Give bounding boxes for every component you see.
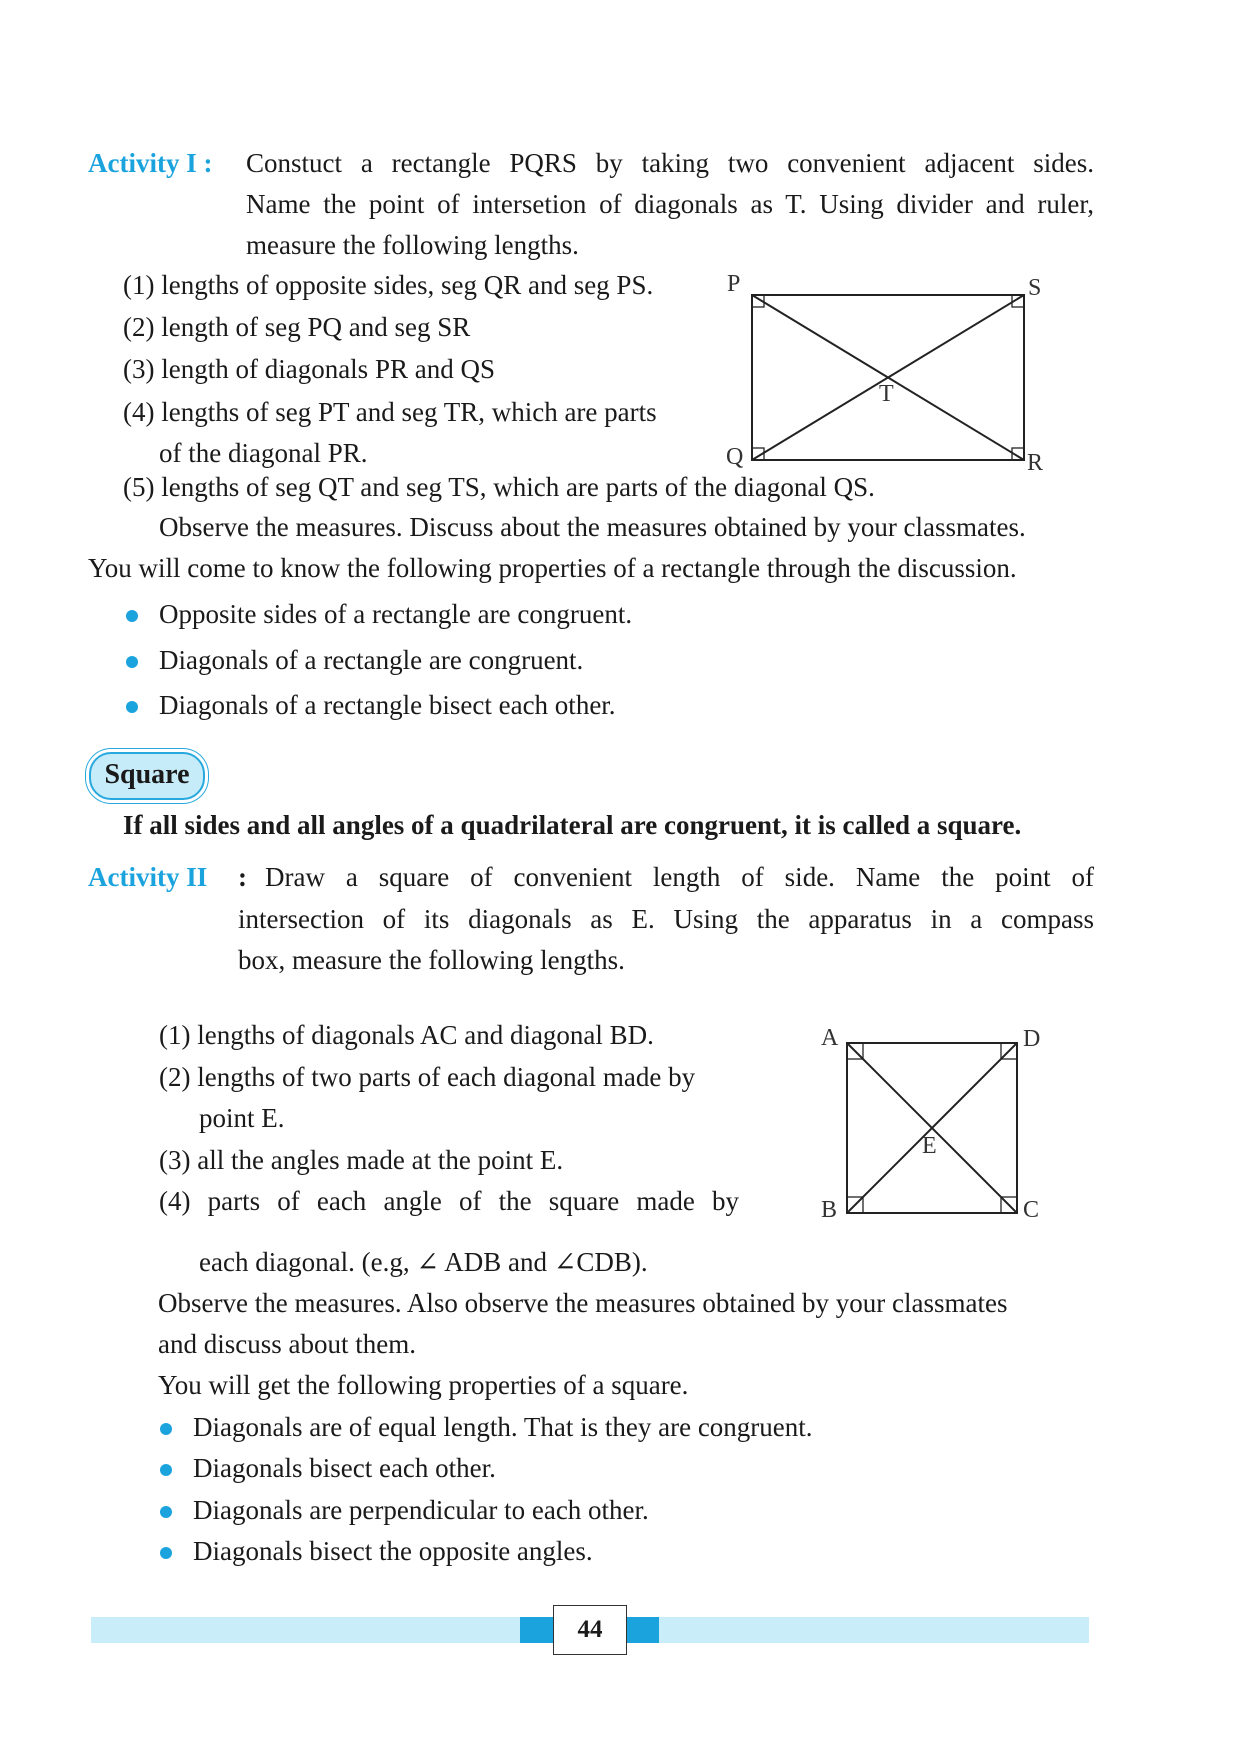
rectangle-property-2: Diagonals of a rectangle are congruent. xyxy=(159,645,584,675)
rectangle-pqrs-figure xyxy=(725,270,1065,480)
activity-2-observe-line-3: You will get the following properties of a square. xyxy=(158,1370,689,1400)
bullet-icon xyxy=(126,701,138,713)
activity-1-item-4: (4) lengths of seg PT and seg TR, which are parts xyxy=(123,397,657,427)
activity-1-item-1: (1) lengths of opposite sides, seg QR and seg PS. xyxy=(123,270,654,300)
square-definition: If all sides and all angles of a quadrilateral are congruent, it is called a square. xyxy=(123,810,1022,840)
square-property-1: Diagonals are of equal length. That is they are congruent. xyxy=(193,1412,813,1442)
activity-2-intro-line-3: box, measure the following lengths. xyxy=(238,945,625,975)
square-property-4: Diagonals bisect the opposite angles. xyxy=(193,1536,593,1566)
vertex-label-r: R xyxy=(1027,450,1044,476)
activity-2-item-4: (4) parts of each angle of the square made by xyxy=(159,1186,739,1216)
vertex-label-p: P xyxy=(727,271,741,297)
square-property-3: Diagonals are perpendicular to each other. xyxy=(193,1495,649,1525)
activity-2-label: Activity II xyxy=(88,862,208,892)
activity-2-observe-line-2: and discuss about them. xyxy=(158,1329,416,1359)
bullet-icon xyxy=(160,1547,172,1559)
activity-1-item-2: (2) length of seg PQ and seg SR xyxy=(123,312,471,342)
activity-1-observe-line-2: You will come to know the following properties of a rectangle through the discussion. xyxy=(88,553,1017,583)
bullet-icon xyxy=(160,1464,172,1476)
footer-accent-right xyxy=(625,1617,659,1643)
bullet-icon xyxy=(160,1506,172,1518)
intersection-label-t: T xyxy=(879,381,894,407)
page-number: 44 xyxy=(553,1605,627,1655)
activity-2-intro-line-1: Draw a square of convenient length of side. Name the point of xyxy=(265,862,1094,892)
bullet-icon xyxy=(126,610,138,622)
activity-1-intro-line-2: Name the point of intersetion of diagonals as T. Using divider and ruler, xyxy=(246,189,1094,219)
square-heading: Square xyxy=(89,752,205,800)
vertex-label-a: A xyxy=(821,1025,839,1051)
vertex-label-d: D xyxy=(1023,1026,1041,1052)
vertex-label-b: B xyxy=(821,1197,838,1223)
footer-accent-left xyxy=(520,1617,554,1643)
square-abcd-figure xyxy=(815,1020,1055,1230)
rectangle-property-3: Diagonals of a rectangle bisect each other. xyxy=(159,690,616,720)
activity-2-item-2-continued: point E. xyxy=(199,1103,285,1133)
activity-2-observe-line-1: Observe the measures. Also observe the measures obtained by your classmates xyxy=(158,1288,1008,1318)
square-property-2: Diagonals bisect each other. xyxy=(193,1453,496,1483)
bullet-icon xyxy=(160,1423,172,1435)
activity-2-item-2: (2) lengths of two parts of each diagonal made by xyxy=(159,1062,696,1092)
activity-1-intro-line-1: Constuct a rectangle PQRS by taking two convenient adjacent sides. xyxy=(246,148,1094,178)
vertex-label-c: C xyxy=(1023,1197,1040,1223)
activity-2-item-3: (3) all the angles made at the point E. xyxy=(159,1145,564,1175)
activity-2-intro-line-2: intersection of its diagonals as E. Using the apparatus in a compass xyxy=(238,904,1094,934)
activity-1-item-4-continued: of the diagonal PR. xyxy=(159,438,368,468)
activity-2-item-4-continued: each diagonal. (e.g, ∠ ADB and ∠CDB). xyxy=(199,1247,648,1277)
activity-1-observe-line-1: Observe the measures. Discuss about the measures obtained by your classmates. xyxy=(159,512,1026,542)
activity-1-item-3: (3) length of diagonals PR and QS xyxy=(123,354,495,384)
rectangle-property-1: Opposite sides of a rectangle are congruent. xyxy=(159,599,633,629)
activity-1-label: Activity I : xyxy=(88,148,213,178)
bullet-icon xyxy=(126,656,138,668)
activity-2-colon: : xyxy=(238,862,247,892)
activity-1-intro-line-3: measure the following lengths. xyxy=(246,230,579,260)
vertex-label-q: Q xyxy=(726,444,744,470)
activity-1-item-5: (5) lengths of seg QT and seg TS, which are parts of the diagonal QS. xyxy=(123,472,875,502)
vertex-label-s: S xyxy=(1028,275,1042,301)
intersection-label-e: E xyxy=(922,1133,937,1159)
activity-2-item-1: (1) lengths of diagonals AC and diagonal BD. xyxy=(159,1020,654,1050)
